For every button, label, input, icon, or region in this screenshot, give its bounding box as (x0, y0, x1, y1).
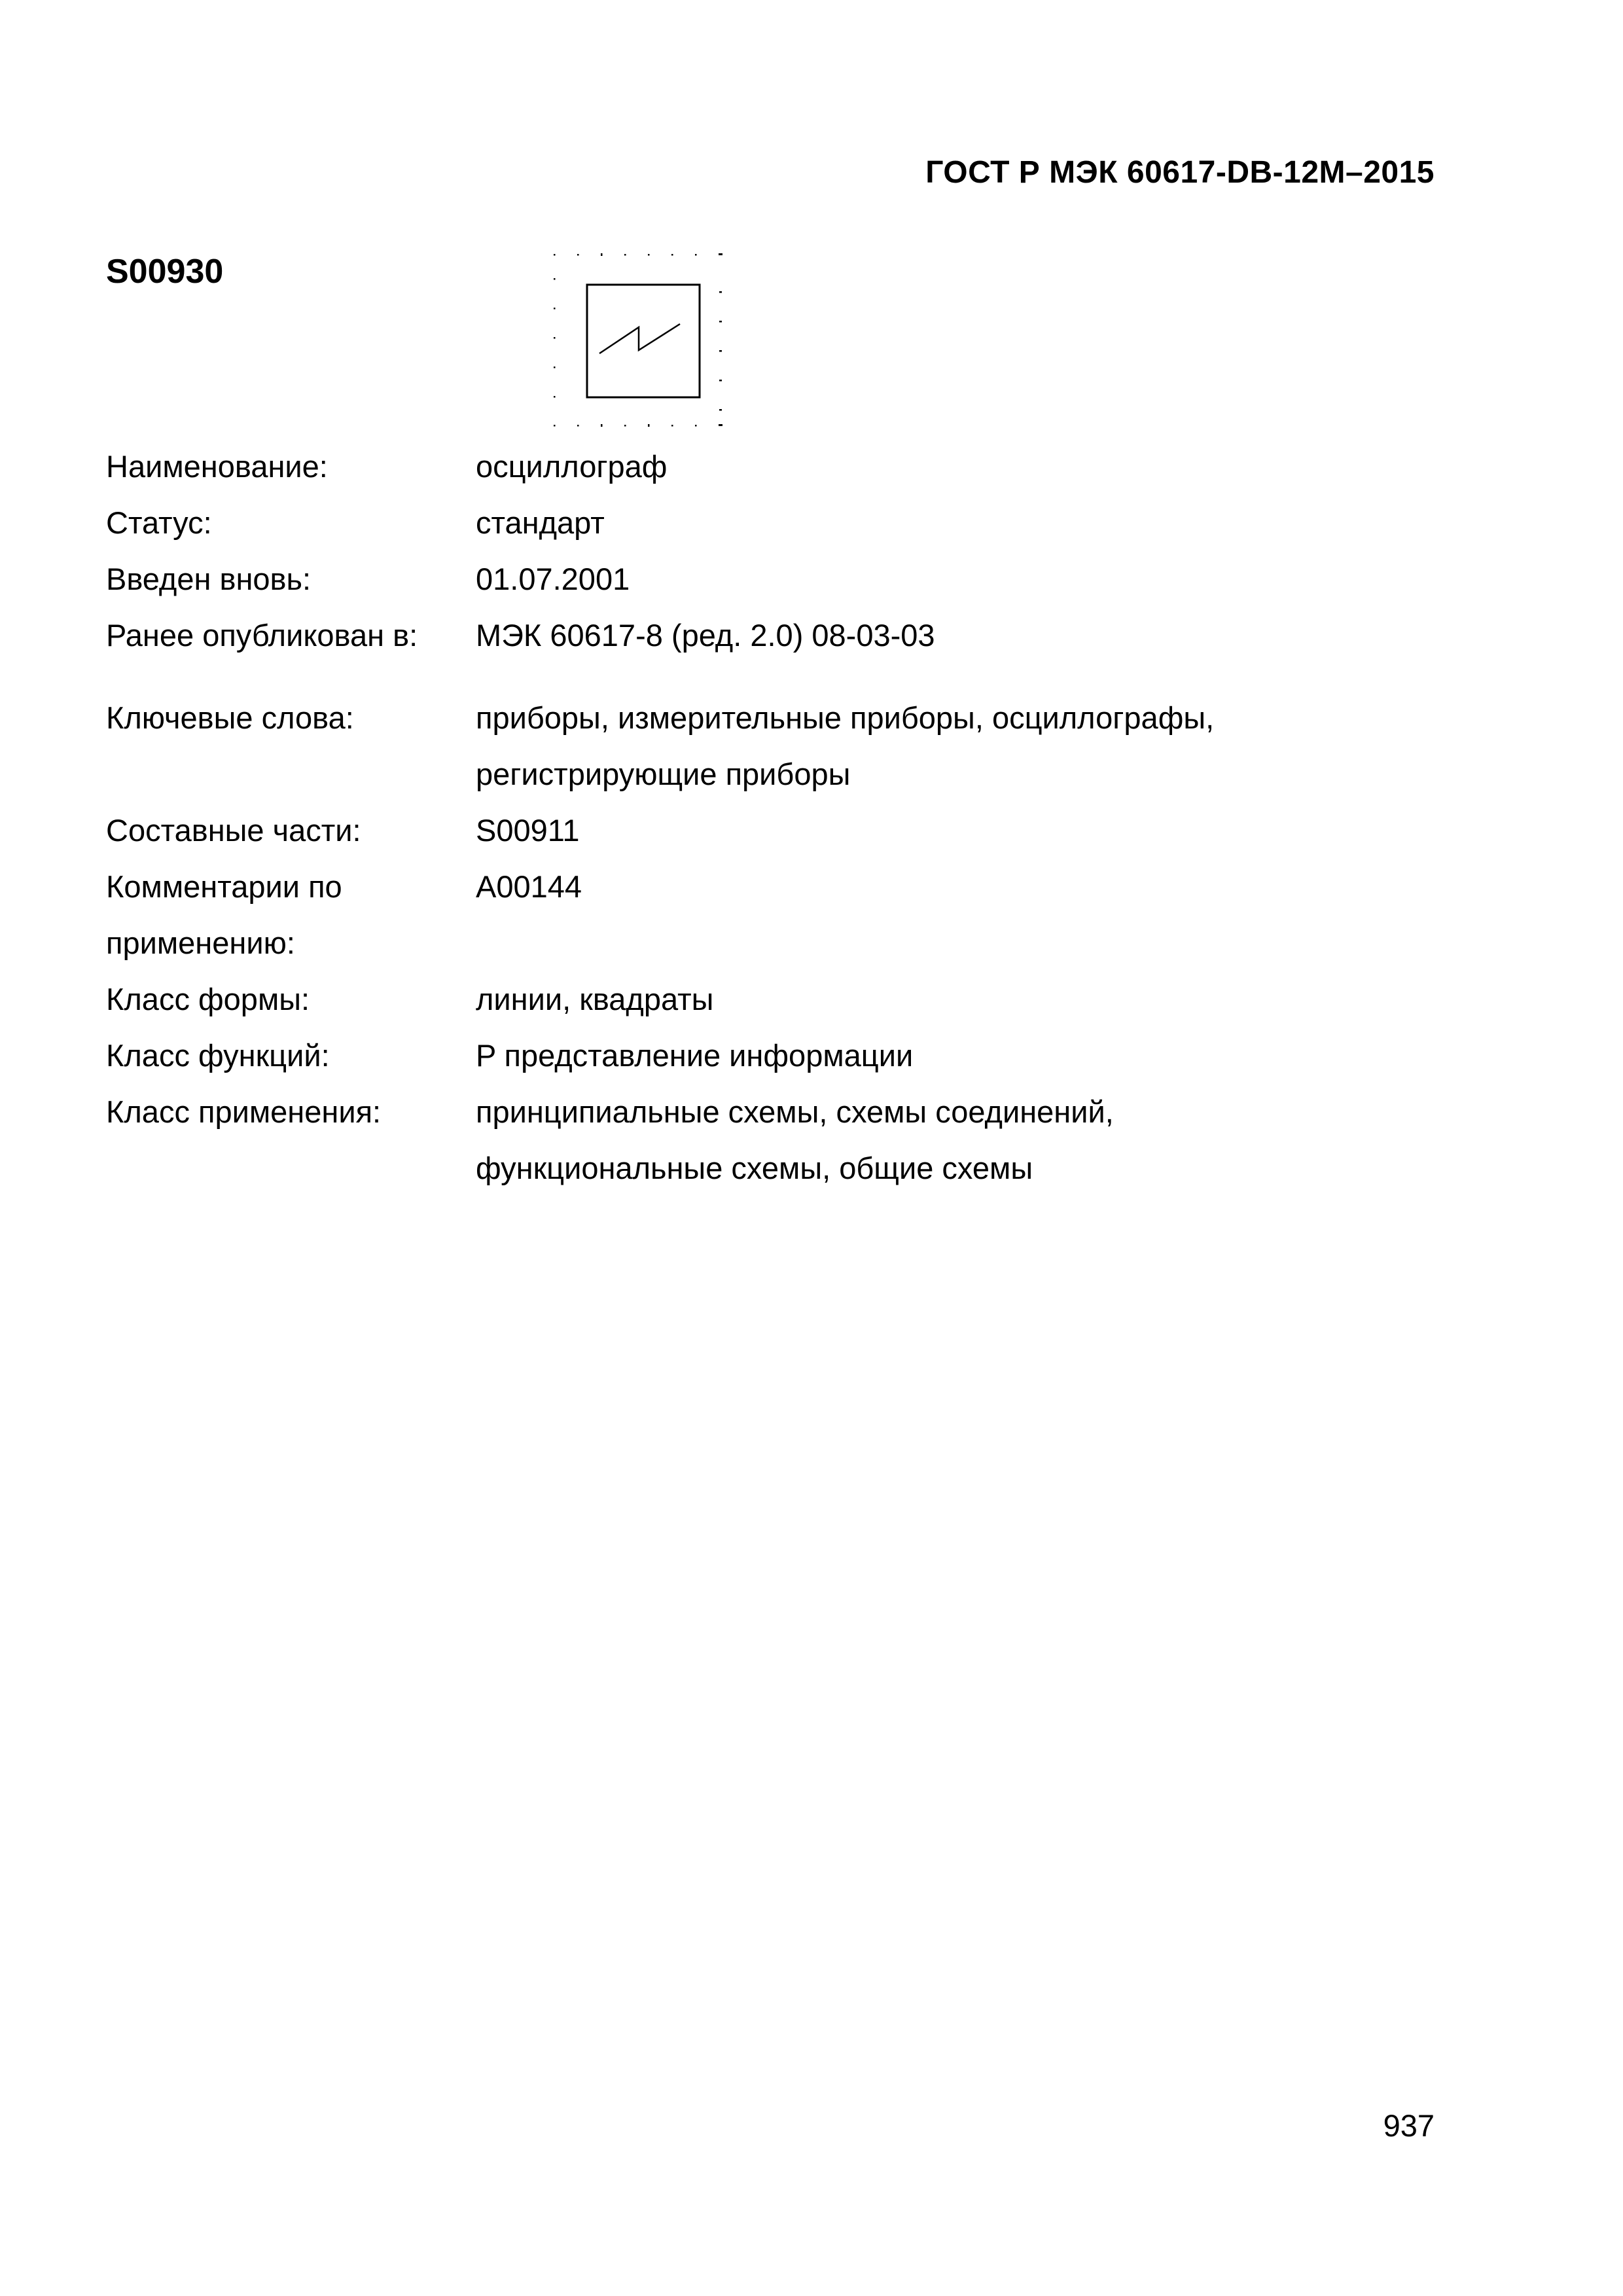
property-value (476, 439, 1480, 495)
property-row-function-class (106, 1028, 1480, 1084)
sawtooth-trace (599, 324, 680, 353)
property-value (476, 859, 1480, 915)
property-value-line: стандарт (476, 505, 605, 540)
property-value-line: A00144 (476, 869, 582, 904)
property-value (476, 551, 1480, 607)
property-row-introduced (106, 551, 1480, 607)
property-row-application-class (106, 1084, 1480, 1196)
property-value-line: МЭК 60617-8 (ред. 2.0) 08-03-03 (476, 618, 935, 653)
property-value-line: осциллограф (476, 449, 668, 484)
property-value-line: приборы, измерительные приборы, осциллографы, (476, 700, 1215, 735)
property-value-line: 01.07.2001 (476, 562, 630, 596)
property-value-line: принципиальные схемы, схемы соединений, (476, 1094, 1114, 1129)
property-label: Комментарии по применению: (106, 869, 342, 960)
property-value-line: регистрирующие приборы (476, 757, 851, 791)
property-label: Введен вновь: (106, 562, 312, 596)
property-label: Ранее опубликован в: (106, 618, 418, 653)
page-number: 937 (1383, 2108, 1435, 2143)
property-label: Класс функций: (106, 1038, 330, 1073)
symbol-id: S00930 (106, 253, 224, 291)
property-value-line: функциональные схемы, общие схемы (476, 1151, 1033, 1185)
property-row-shape-class (106, 971, 1480, 1028)
property-value-line: S00911 (476, 813, 580, 848)
property-value (476, 1028, 1480, 1084)
property-label: Ключевые слова: (106, 700, 354, 735)
property-row-status (106, 495, 1480, 551)
property-label: Статус: (106, 505, 212, 540)
property-value (476, 607, 1480, 664)
symbol-properties (106, 439, 1480, 1196)
property-value (476, 802, 1480, 859)
property-value (476, 495, 1480, 551)
property-row-name (106, 439, 1480, 495)
oscilloscope-symbol-icon (547, 249, 737, 439)
property-value (476, 971, 1480, 1028)
symbol-square (587, 285, 700, 397)
property-label: Составные части: (106, 813, 361, 848)
property-row-previously-published (106, 607, 1480, 664)
property-label: Класс формы: (106, 982, 310, 1016)
property-row-application-notes (106, 859, 1480, 971)
property-row-components (106, 802, 1480, 859)
property-label: Наименование: (106, 449, 328, 484)
property-value (476, 1084, 1480, 1196)
document-standard-header: ГОСТ Р МЭК 60617-DB-12M–2015 (925, 155, 1435, 190)
property-value (476, 690, 1480, 802)
property-value-line: P представление информации (476, 1038, 914, 1073)
property-row-keywords (106, 690, 1480, 802)
property-label: Класс применения: (106, 1094, 382, 1129)
property-value-line: линии, квадраты (476, 982, 714, 1016)
